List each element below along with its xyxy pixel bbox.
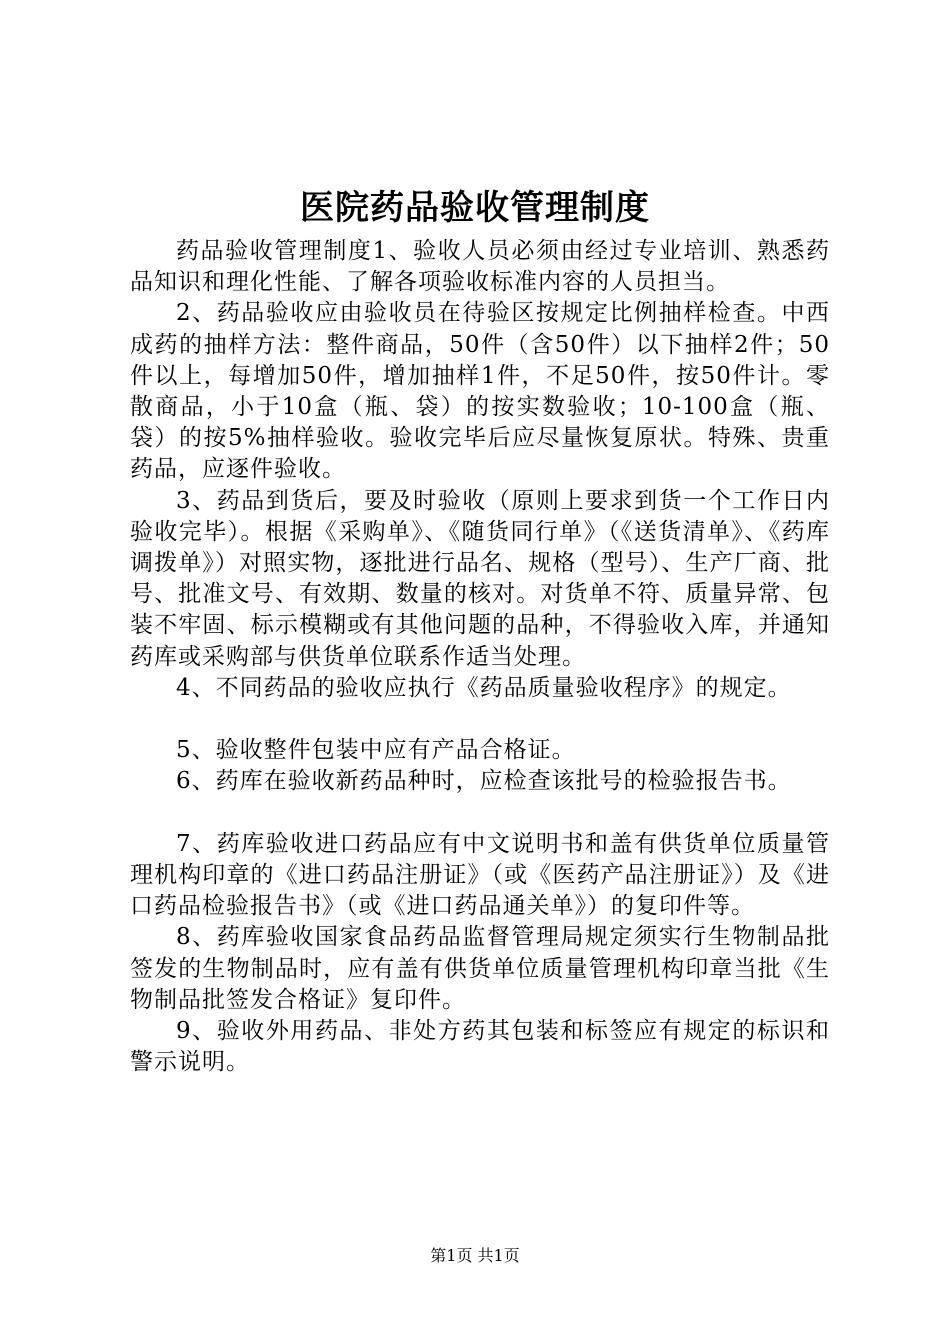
paragraph-6: 6、药库在验收新药品种时，应检查该批号的检验报告书。 [176, 768, 792, 795]
paragraph-spacer [130, 704, 830, 735]
paragraph-7: 7、药库验收进口药品应有中文说明书和盖有供货单位质量管理机构印章的《进口药品注册证》（或《医药产品注册证》）及《进口药品检验报告书》（或《进口药品通关单》）的复印件等。 [130, 830, 830, 920]
document-title: 医院药品验收管理制度 [300, 188, 650, 228]
paragraph-spacer [130, 798, 830, 829]
page-number-footer: 第1页 共1页 [430, 1246, 520, 1265]
paragraph-5: 5、验收整件包装中应有产品合格证。 [176, 737, 576, 764]
paragraph-1: 药品验收管理制度1、验收人员必须由经过专业培训、熟悉药品知识和理化性能、了解各项验收标准内容的人员担当。 [130, 238, 830, 296]
paragraph-4: 4、不同药品的验收应执行《药品质量验收程序》的规定。 [176, 674, 792, 701]
paragraph-2: 2、药品验收应由验收员在待验区按规定比例抽样检查。中西成药的抽样方法：整件商品，50件（含50件）以下抽样2件；50件以上，每增加50件，增加抽样1件，不足50件，按50件计。零散商品，小于10盒（瓶、袋）的按实数验收；10-100盒（瓶、袋）的按5%抽样验收。验收完毕后应尽量恢复原状。特殊、贵重药品，应逐件验收。 [130, 300, 830, 483]
paragraph-3: 3、药品到货后，要及时验收（原则上要求到货一个工作日内验收完毕）。根据《采购单》、《随货同行单》（《送货清单》、《药库调拨单》）对照实物，逐批进行品名、规格（型号）、生产厂商、批号、批准文号、有效期、数量的核对。对货单不符、质量异常、包装不牢固、标示模糊或有其他问题的品种，不得验收入库，并通知药库或采购部与供货单位联系作适当处理。 [130, 487, 830, 670]
paragraph-8: 8、药库验收国家食品药品监督管理局规定须实行生物制品批签发的生物制品时，应有盖有供货单位质量管理机构印章当批《生物制品批签发合格证》复印件。 [130, 924, 830, 1013]
document-body [130, 236, 830, 1078]
paragraph-9: 9、验收外用药品、非处方药其包装和标签应有规定的标识和警示说明。 [130, 1018, 830, 1076]
